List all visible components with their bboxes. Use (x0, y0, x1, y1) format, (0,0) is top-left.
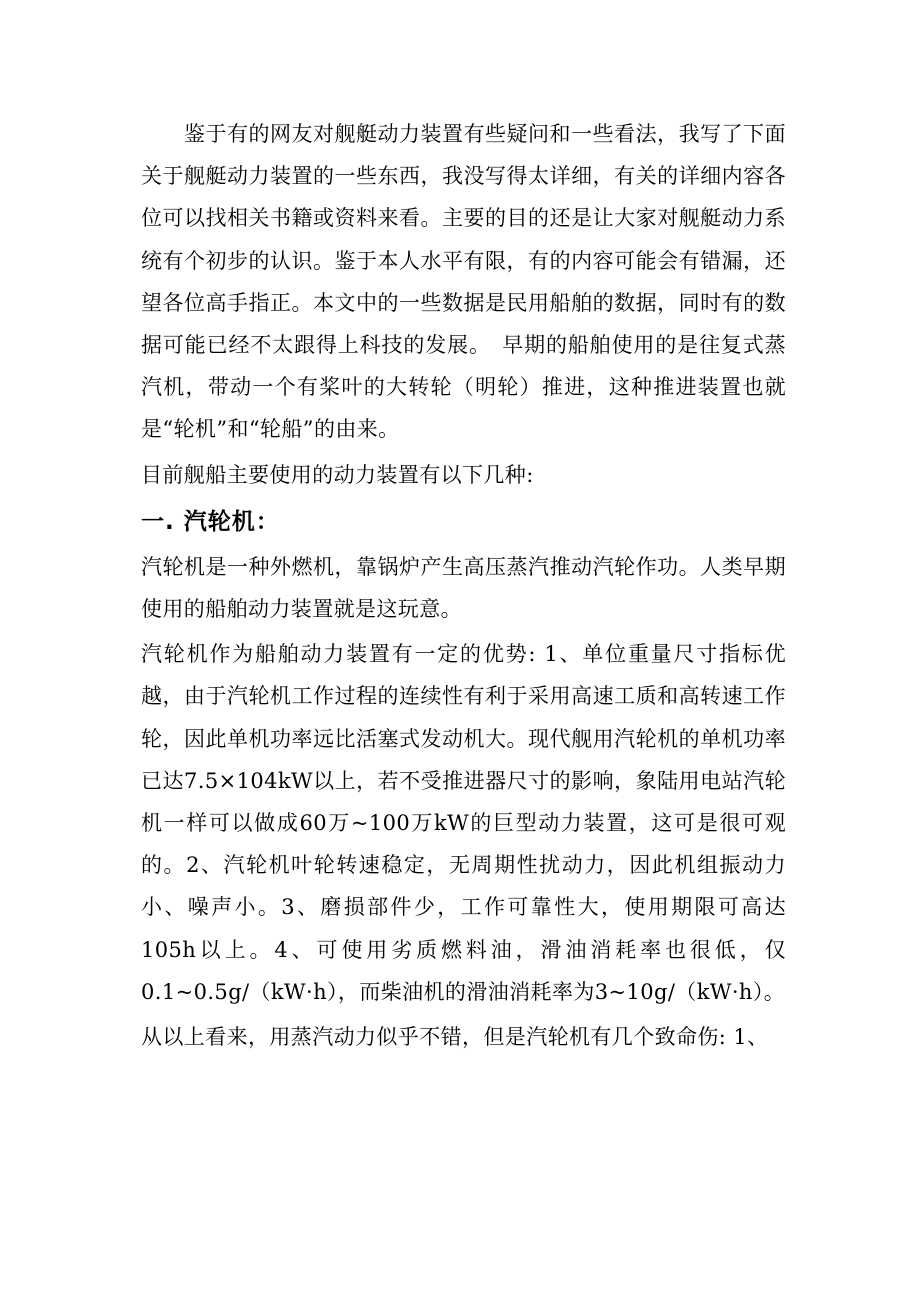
section1-paragraph-1: 汽轮机是一种外燃机，靠锅炉产生高压蒸汽推动汽轮作功。人类早期使用的船舶动力装置就是这玩意。 (141, 554, 786, 622)
section-heading-steam-turbine: 一. 汽轮机： (141, 508, 280, 535)
lead-paragraph: 目前舰船主要使用的动力装置有以下几种: (141, 462, 534, 487)
section1-paragraph-2: 汽轮机作为船舶动力装置有一定的优势: 1、单位重量尺寸指标优越，由于汽轮机工作过程的连续性有利于采用高速工质和高转速工作轮，因此单机功率远比活塞式发动机大。现代舰用汽轮机的单机功率已达7.5×104kW以上，若不受推进器尺寸的影响，象陆用电站汽轮机一样可以做成60万~100万kW的巨型动力装置，这可是很可观的。2、汽轮机叶轮转速稳定，无周期性扰动力，因此机组振动力小、噪声小。3、磨损部件少，工作可靠性大，使用期限可高达105h以上。4、可使用劣质燃料油，滑油消耗率也很低，仅0.1~0.5g/（kW·h），而柴油机的滑油消耗率为3~10g/（kW·h）。 (141, 642, 786, 1004)
document-body (141, 113, 786, 1058)
section1-paragraph-3: 从以上看来，用蒸汽动力似乎不错，但是汽轮机有几个致命伤: 1、 (141, 1025, 769, 1050)
intro-paragraph: 鉴于有的网友对舰艇动力装置有些疑问和一些看法，我写了下面关于舰艇动力装置的一些东西，我没写得太详细，有关的详细内容各位可以找相关书籍或资料来看。主要的目的还是让大家对舰艇动力系统有个初步的认识。鉴于本人水平有限，有的内容可能会有错漏，还望各位高手指正。本文中的一些数据是民用船舶的数据，同时有的数据可能已经不太跟得上科技的发展。 早期的船舶使用的是往复式蒸汽机，带动一个有桨叶的大转轮（明轮）推进，这种推进装置也就是“轮机”和“轮船”的由来。 (141, 122, 786, 442)
